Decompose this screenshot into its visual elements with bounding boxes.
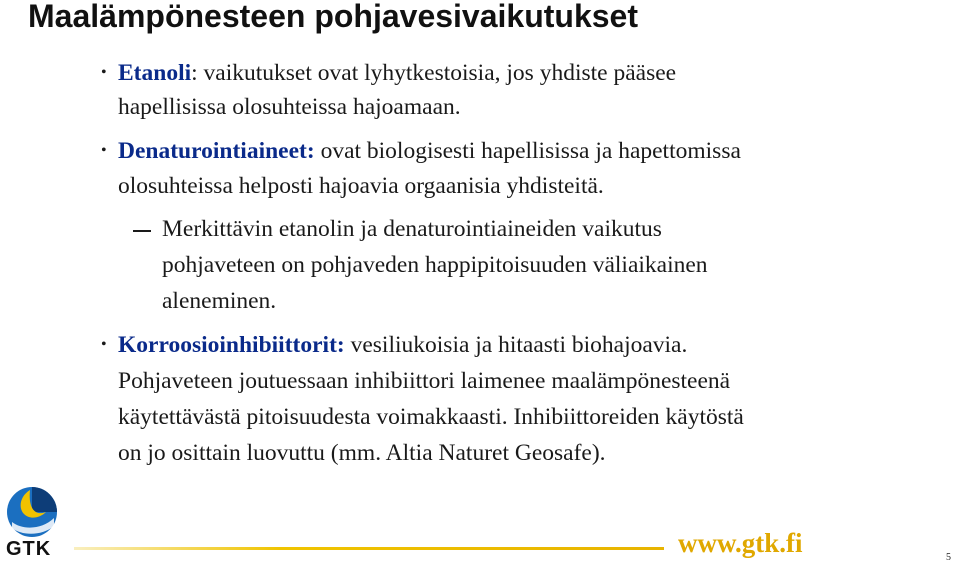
bullet-korroosio-line4: on jo osittain luovuttu (mm. Altia Naturet Geosafe). xyxy=(118,440,606,466)
term-denaturointiaineet: Denaturointiaineet: xyxy=(118,138,315,164)
bullet-etanoli-line1: Etanoli: vaikutukset ovat lyhytkestoisia, jos yhdiste pääsee xyxy=(118,60,677,86)
bullet-denaturointi-line1: Denaturointiaineet: ovat biologisesti hapellisissa ja hapettomissa xyxy=(118,138,741,164)
slide-title: Maalämpönesteen pohjavesivaikutukset xyxy=(28,0,638,34)
sub-bullet-line2: pohjaveteen on pohjaveden happipitoisuuden väliaikainen xyxy=(162,252,708,278)
bullet-dot: • xyxy=(101,336,107,353)
bullet-etanoli-line2: hapellisissa olosuhteissa hajoamaan. xyxy=(118,94,461,120)
footer-url-link[interactable]: www.gtk.fi xyxy=(678,528,803,558)
term-korroosioinhibiittorit: Korroosioinhibiittorit: xyxy=(118,332,345,358)
footer-divider xyxy=(74,547,664,550)
bullet-korroosio-line1: Korroosioinhibiittorit: vesiliukoisia ja hitaasti biohajoavia. xyxy=(118,332,688,358)
bullet-korroosio-line3: käytettävästä pitoisuudesta voimakkaasti. Inhibiittoreiden käytöstä xyxy=(118,404,744,430)
bullet-dot: • xyxy=(101,64,107,81)
bullet-denaturointi-line2: olosuhteissa helposti hajoavia orgaanisia yhdisteitä. xyxy=(118,173,604,199)
sub-bullet-line1: Merkittävin etanolin ja denaturointiaineiden vaikutus xyxy=(162,216,662,242)
gtk-logo-icon xyxy=(6,486,58,538)
bullet-dot: • xyxy=(101,142,107,159)
bullet-korroosio-line2: Pohjaveteen joutuessaan inhibiittori laimenee maalämpönesteenä xyxy=(118,368,731,394)
sub-bullet-line3: aleneminen. xyxy=(162,288,277,314)
gtk-logo-text: GTK xyxy=(6,538,52,560)
sub-bullet-dash xyxy=(133,230,151,232)
page-number: 5 xyxy=(946,552,951,563)
term-etanoli: Etanoli xyxy=(118,60,192,86)
